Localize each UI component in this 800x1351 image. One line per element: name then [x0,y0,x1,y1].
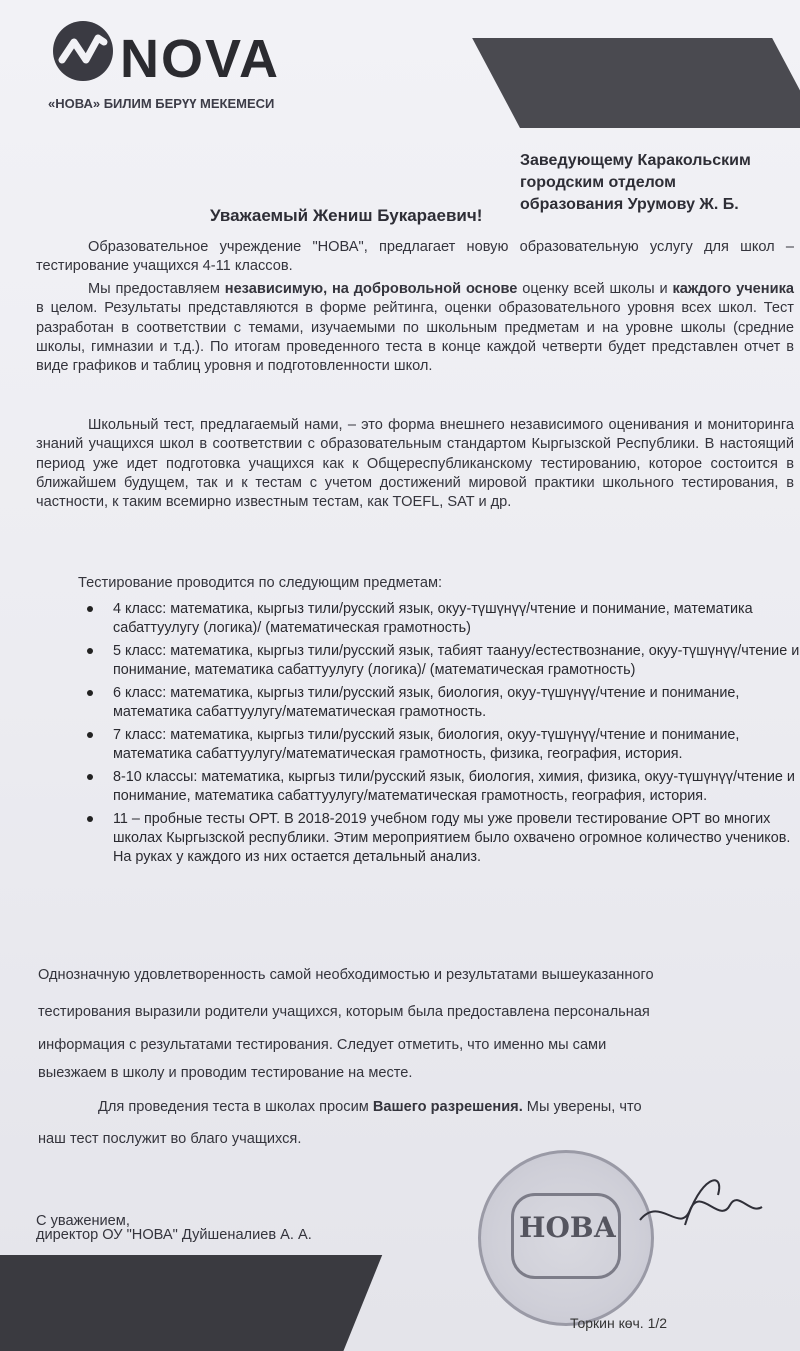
para1-bold2: каждого ученика [672,281,794,297]
footer-address: Торкин көч. 1/2 [570,1315,668,1331]
bullet [87,774,93,780]
bullet [87,732,93,738]
list-item: 8-10 классы: математика, кыргыз тили/русский язык, биология, химия, физика, окуу-түшүнүү/чтение и понимание, математика сабаттуулугу/математическая грамотность, география, история. [75,768,800,806]
para1-mid: оценку всей школы и [517,281,673,297]
closing: С уважением, [36,1213,130,1229]
list-item: 7 класс: математика, кыргыз тили/русский язык, биология, окуу-түшүнүү/чтение и понимание, математика сабаттуулугу/математическая грамотность, физика, география, история. [75,726,800,764]
nova-logo [48,8,288,118]
organization-seal [478,1150,654,1326]
bullet [87,648,93,654]
permission-request-line-2: наш тест послужит во благо учащихся. [38,1131,302,1147]
signature [630,1165,770,1245]
bullet [87,816,93,822]
nova-logo-icon [52,20,114,82]
decorative-stripe-top [472,38,800,128]
signatory: директор ОУ "НОВА" Дуйшеналиев А. А. [36,1227,312,1243]
addressee-block: Заведующему Каракольским городским отделом образования Урумову Ж. Б. [520,152,751,213]
para1-rest: в целом. Результаты представляются в форме рейтинга, оценки образовательного уровня всех школ. Тест разработан в соответствии с темами, изучаемыми по школьным предметам и на уровне школы (средние школы, гимназии и т.д.). По итогам проведенного теста в конце каждой четверти будет представлен отчет в виде графиков и таблиц уровня и подготовленности школ. [36,300,794,375]
permission-request: Для проведения теста в школах просим Вашего разрешения. Мы уверены, что [98,1099,642,1115]
para3-line-1: Однозначную удовлетворенность самой необходимостью и результатами вышеуказанного [38,967,654,983]
paragraph-school-test: Школьный тест, предлагаемый нами, – это форма внешнего независимого оценивания и мониторинга знаний учащихся школ в соответствии с образовательным стандартом Кыргызской Республики. В настоящий период уже идет подготовка учащихся как к Общереспубликанскому тестированию, которое состоится в ближайшем будущем, так и к тестам с учетом достижений мировой практики школьного тестирования, в частности, к таким всемирно известным тестам, как TOEFL, SAT и др. [36,417,794,511]
subjects-heading: Тестирование проводится по следующим предметам: [78,575,443,591]
para1-lead: Мы предоставляем [88,281,225,297]
list-item: 6 класс: математика, кыргыз тили/русский язык, биология, окуу-түшүнүү/чтение и понимание, математика сабаттуулугу/математическая грамотность. [75,684,800,722]
list-item: 11 – пробные тесты ОРТ. В 2018-2019 учебном году мы уже провели тестирование ОРТ во многих школах Кыргызской республики. Этим мероприятием было охвачено огромное количество учеников. На руках у каждого из них остается детальный анализ. [75,810,800,867]
subjects-list [75,600,800,871]
decorative-stripe-bottom [0,1255,382,1351]
paragraph-independent-assessment [36,280,794,376]
list-item: 4 класс: математика, кыргыз тили/русский язык, окуу-түшүнүү/чтение и понимание, математика сабаттуулугу (логика)/ (математическая грамотность) [75,600,800,638]
seal-text: НОВА [519,1211,617,1244]
bullet [87,606,93,612]
para3-line-2: тестирования выразили родители учащихся, которым была предоставлена персональная [38,1004,650,1020]
logo-tagline: «НОВА» БИЛИМ БЕРҮҮ МЕКЕМЕСИ [48,96,275,111]
intro-paragraph: Образовательное учреждение "НОВА", предлагает новую образовательную услугу для школ – тестирование учащихся 4-11 классов. [36,239,794,275]
para3-line-4: выезжаем в школу и проводим тестирование на месте. [38,1065,413,1081]
para1-bold: независимую, на добровольной основе [224,281,518,297]
bullet [87,690,93,696]
para3-line-3: информация с результатами тестирования. Следует отметить, что именно мы сами [38,1037,607,1053]
greeting: Уважаемый Жениш Букараевич! [210,206,483,225]
logo-wordmark: NOVA [120,29,281,89]
list-item: 5 класс: математика, кыргыз тили/русский язык, табият таануу/естествознание, окуу-түшүнүү/чтение и понимание, математика сабаттуулугу (логика)/ (математическая грамотность) [75,642,800,680]
